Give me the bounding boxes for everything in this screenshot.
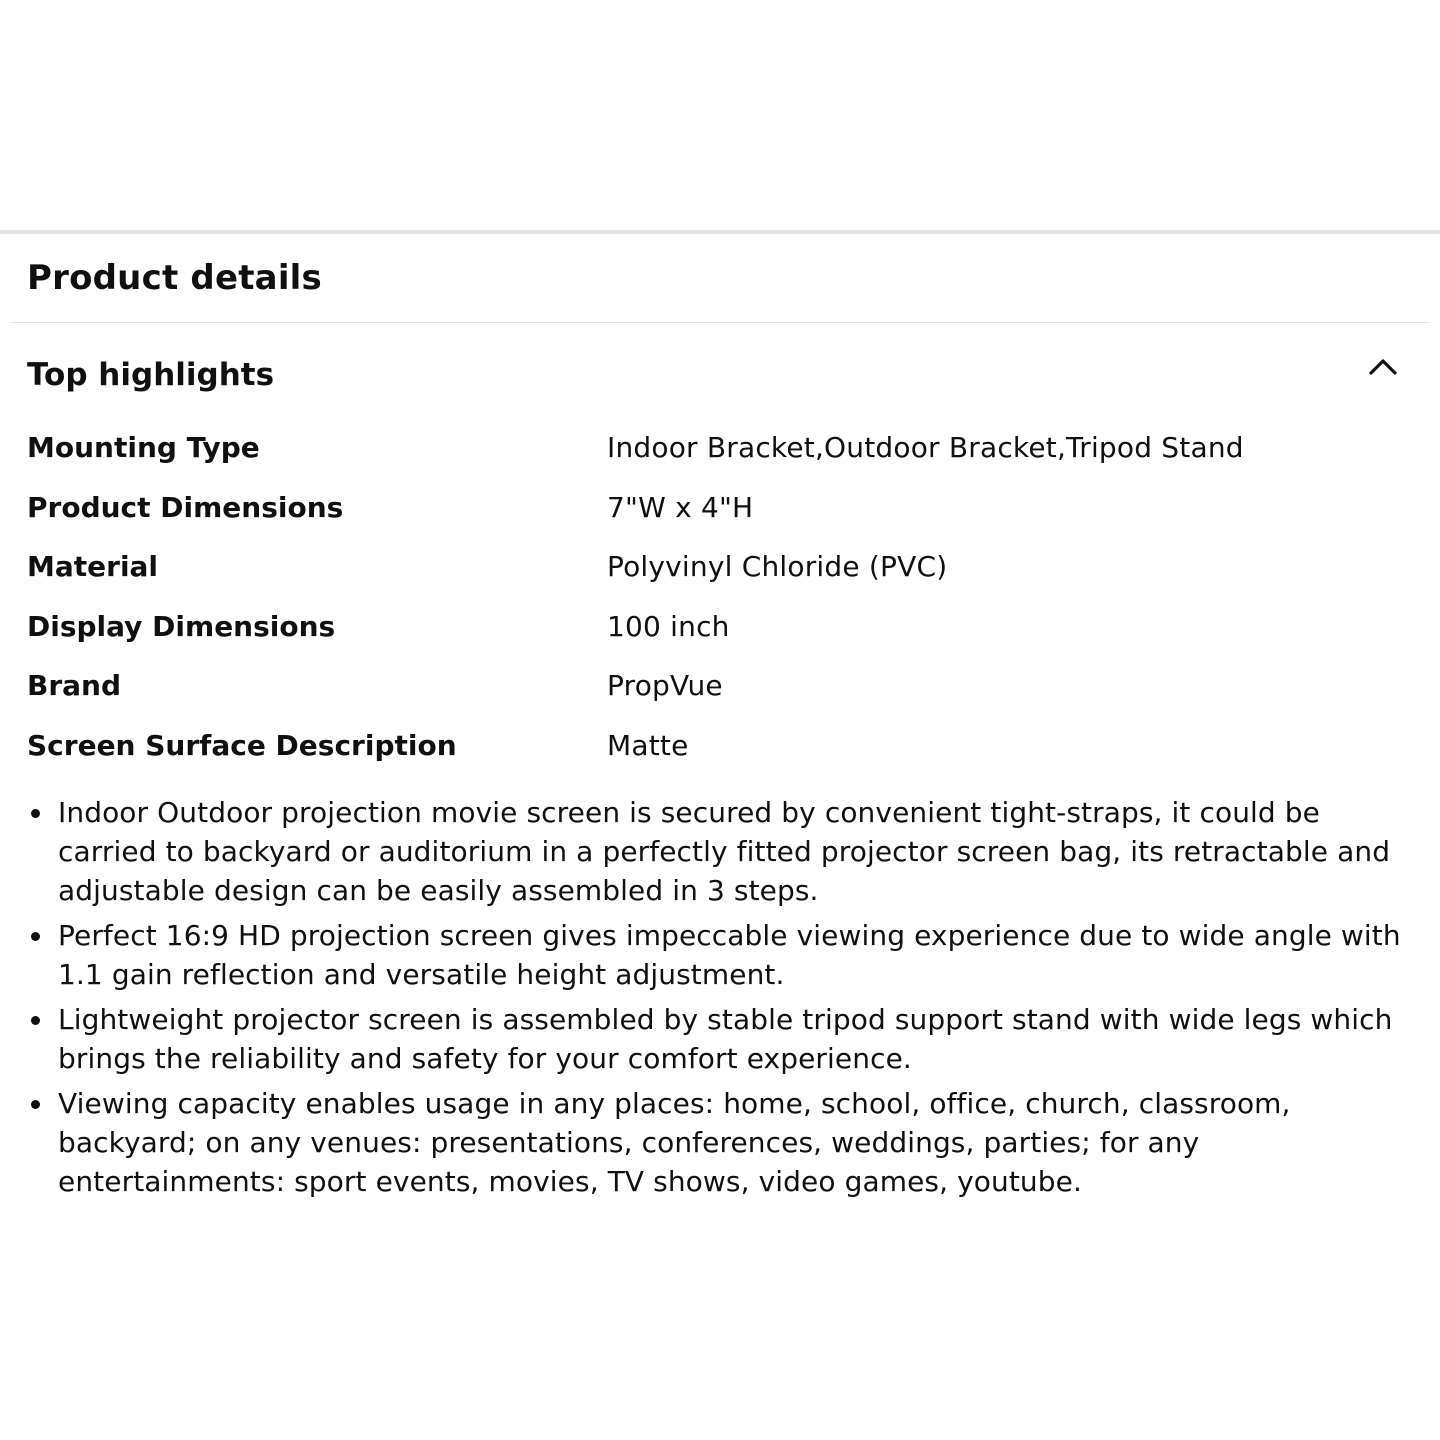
spec-row-screen-surface xyxy=(0,716,1440,776)
highlight-bullets xyxy=(0,793,1440,1201)
spec-label: Screen Surface Description xyxy=(27,728,457,762)
spec-value: PropVue xyxy=(607,669,723,703)
spec-label: Material xyxy=(27,550,159,584)
spec-row-product-dimensions xyxy=(0,478,1440,538)
spec-label: Brand xyxy=(27,669,122,703)
blank-top-area xyxy=(0,0,1440,230)
spec-row-mounting-type xyxy=(0,418,1440,478)
spec-value: 7"W x 4"H xyxy=(607,490,754,524)
chevron-up-icon[interactable] xyxy=(1366,353,1400,379)
bullet-text: Indoor Outdoor projection movie screen is secured by convenient tight-straps, it could be carried to backyard or auditorium in a perfectly fitted projector screen bag, its retractable and adjustable design can be easily assembled in 3 steps. xyxy=(58,796,1391,907)
spec-label: Product Dimensions xyxy=(27,490,344,524)
spec-row-brand xyxy=(0,656,1440,716)
spec-row-material xyxy=(0,537,1440,597)
list-item xyxy=(58,793,1410,910)
product-details-header xyxy=(0,234,1440,322)
spec-value: Indoor Bracket,Outdoor Bracket,Tripod Stand xyxy=(607,431,1244,465)
spec-value: 100 inch xyxy=(607,609,730,643)
spec-value: Matte xyxy=(607,728,689,762)
product-details-title: Product details xyxy=(27,258,322,298)
bullet-icon xyxy=(31,1016,40,1025)
bullet-text: Lightweight projector screen is assembled by stable tripod support stand with wide legs which brings the reliability and safety for your comfort experience. xyxy=(58,1003,1393,1075)
spec-label: Display Dimensions xyxy=(27,609,336,643)
specs-table xyxy=(0,418,1440,775)
list-item xyxy=(58,916,1410,994)
bullet-text: Viewing capacity enables usage in any places: home, school, office, church, classroom, backyard; on any venues: presentations, conferences, weddings, parties; for any entertainments: sport events, movies, TV shows, video games, youtube. xyxy=(58,1087,1291,1198)
spec-row-display-dimensions xyxy=(0,597,1440,657)
bullet-icon xyxy=(31,809,40,818)
bullet-icon xyxy=(31,932,40,941)
top-highlights-title: Top highlights xyxy=(27,357,275,393)
list-item xyxy=(58,1084,1410,1201)
list-item xyxy=(58,1000,1410,1078)
spec-label: Mounting Type xyxy=(27,431,260,465)
top-highlights-expander[interactable] xyxy=(0,323,1440,423)
bullet-icon xyxy=(31,1100,40,1109)
bullet-text: Perfect 16:9 HD projection screen gives impeccable viewing experience due to wide angle with 1.1 gain reflection and versatile height adjustment. xyxy=(58,919,1401,991)
spec-value: Polyvinyl Chloride (PVC) xyxy=(607,550,948,584)
